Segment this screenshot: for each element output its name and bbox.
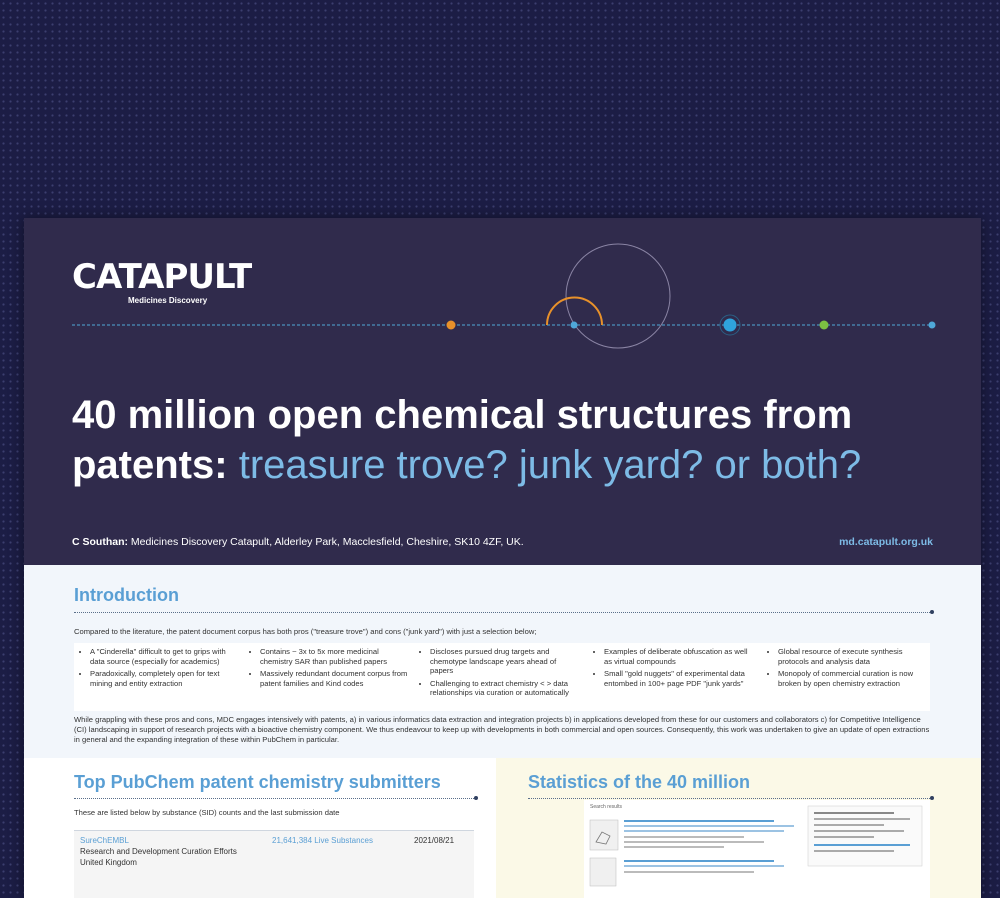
timeline-dot-green: [820, 321, 829, 330]
structure-thumbnail: [590, 858, 616, 886]
bullet-column-3: [420, 647, 580, 701]
result-line: [624, 860, 774, 862]
pros-cons-list: [74, 643, 930, 711]
timeline-arc: [547, 298, 602, 326]
list-item: • Discloses pursued drug targets and chemotype landscape years ahead of papers: [430, 647, 580, 676]
statistics-rule: [528, 798, 932, 799]
logo-subtitle: Medicines Discovery: [128, 296, 208, 305]
filter-line: [814, 844, 910, 846]
filter-line: [814, 812, 894, 814]
bullet-column-4: [594, 647, 754, 691]
result-line: [624, 825, 794, 827]
poster-title: [72, 390, 952, 490]
poster-header: [24, 218, 981, 565]
filter-line: [814, 830, 904, 832]
list-item: • Massively redundant document corpus from patent families and Kind codes: [260, 669, 410, 688]
poster: [24, 218, 981, 898]
author-name: C Southan:: [72, 536, 128, 548]
list-item: • Small "gold nuggets" of experimental data entombed in 100+ page PDF "junk yards": [604, 669, 754, 688]
title-accent: treasure trove? junk yard? or both?: [238, 443, 862, 487]
timeline-dot-small: [571, 322, 578, 329]
filter-line: [814, 836, 874, 838]
submitters-table: [74, 830, 474, 898]
list-item: • Paradoxically, completely open for text mining and entity extraction: [90, 669, 240, 688]
introduction-heading: Introduction: [74, 585, 179, 605]
result-line: [624, 846, 724, 848]
filter-line: [814, 824, 884, 826]
list-item: • Challenging to extract chemistry < > data relationships via curation or automatically: [430, 679, 580, 698]
statistics-heading: Statistics of the 40 million: [528, 772, 751, 792]
submitter-name[interactable]: SureChEMBL: [80, 836, 129, 845]
submitter-country: United Kingdom: [80, 858, 137, 867]
timeline-dot-large: [724, 319, 737, 332]
list-item: • Global resource of execute synthesis protocols and analysis data: [778, 647, 928, 666]
submitter-description: Research and Development Curation Efforts: [80, 847, 237, 856]
submitters-heading: Top PubChem patent chemistry submitters: [74, 772, 441, 792]
filter-line: [814, 818, 910, 820]
introduction-rule: [74, 612, 932, 613]
result-line: [624, 865, 784, 867]
structure-thumbnail: [590, 820, 618, 850]
introduction-section: [24, 565, 981, 758]
list-item: • Examples of deliberate obfuscation as well as virtual compounds: [604, 647, 754, 666]
bullet-column-1: [80, 647, 240, 691]
result-line: [624, 841, 764, 843]
timeline-dot-orange: [447, 321, 456, 330]
screenshot-title: Search results: [590, 804, 622, 810]
timeline-dot-end: [929, 322, 936, 329]
author-affiliation: Medicines Discovery Catapult, Alderley Park, Macclesfield, Cheshire, SK10 4ZF, UK.: [130, 536, 524, 548]
list-item: • A "Cinderella" difficult to get to grips with data source (especially for academics): [90, 647, 240, 666]
bullet-column-5: [768, 647, 928, 691]
introduction-outro: While grappling with these pros and cons, MDC engages intensively with patents, a) in various informatics data extraction and integration projects b) in applications developed from these for our customers and collaborators c) for Competitive Intelligence (CI) landscaping in support of research projects with a bioactive chemistry component. We thus endeavour to keep up with developments in both commercial and open sources. Consequently, this work was undertaken to give an update of open extractions in general and the expanding integration of these within PubChem in particular.: [74, 715, 930, 744]
author-line: [72, 536, 524, 548]
screenshot-content: [584, 800, 930, 898]
submitter-date: 2021/08/21: [414, 836, 455, 845]
title-main: 40 million open chemical structures from patents:: [72, 393, 853, 487]
filter-line: [814, 850, 894, 852]
result-line: [624, 820, 774, 822]
bottom-sections: [24, 758, 981, 898]
timeline-graphic: [24, 218, 981, 358]
timeline-ring: [566, 244, 670, 348]
submitters-rule: [74, 798, 476, 799]
result-line: [624, 871, 754, 873]
website-link[interactable]: md.catapult.org.uk: [839, 536, 933, 548]
result-line: [624, 836, 744, 838]
submitters-subtext: These are listed below by substance (SID) counts and the last submission date: [74, 808, 340, 817]
submitter-count[interactable]: 21,641,384 Live Substances: [272, 836, 373, 845]
introduction-lead: Compared to the literature, the patent document corpus has both pros ("treasure trove") and cons ("junk yard") with just a selection below;: [74, 627, 537, 636]
logo-wordmark: CATAPULT: [72, 257, 252, 297]
list-item: • Monopoly of commercial curation is now broken by open chemistry extraction: [778, 669, 928, 688]
list-item: • Contains ~ 3x to 5x more medicinal chemistry SAR than published papers: [260, 647, 410, 666]
search-results-screenshot: [584, 800, 930, 898]
bullet-column-2: [250, 647, 410, 691]
result-line: [624, 830, 784, 832]
